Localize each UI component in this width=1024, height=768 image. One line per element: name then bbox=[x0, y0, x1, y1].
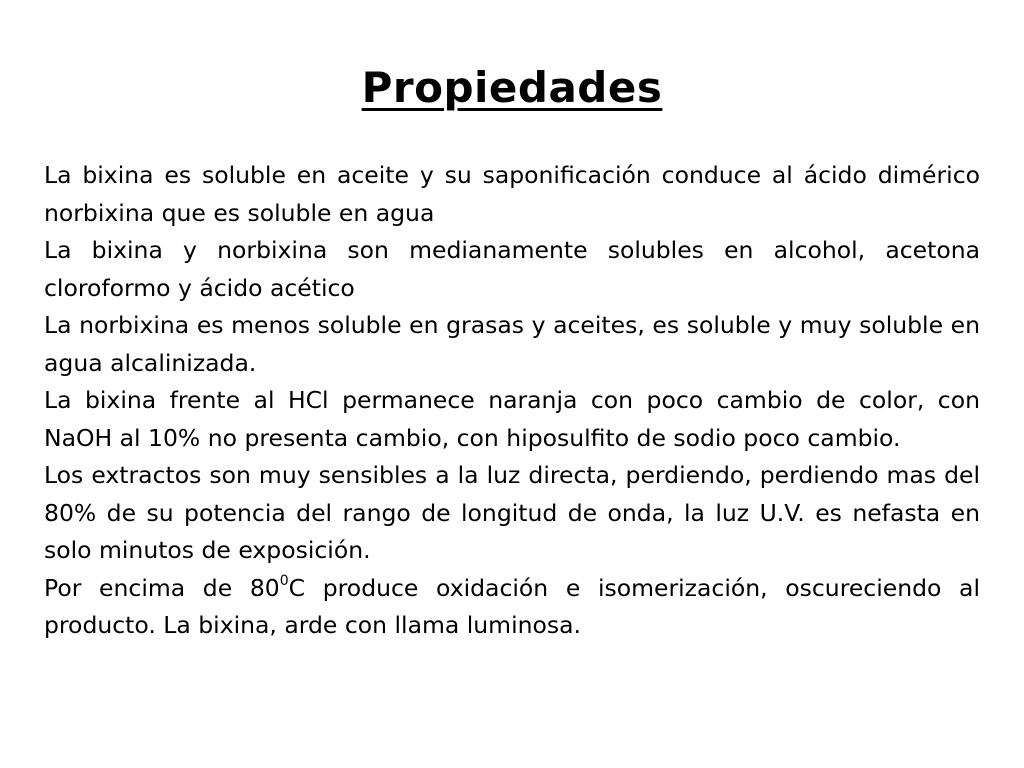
paragraph-reactivos: La bixina frente al HCl permanece naranja con poco cambio de color, con NaOH al 10% no presenta cambio, con hiposulfito de sodio poco cambio. bbox=[44, 386, 980, 452]
paragraph-norbixina: La norbixina es menos soluble en grasas y aceites, es soluble y muy soluble en agua alcalinizada. bbox=[44, 311, 980, 377]
paragraph-luz: Los extractos son muy sensibles a la luz directa, perdiendo, perdiendo mas del 80% de su potencia del rango de longitud de onda, la luz U.V. es nefasta en solo minutos de exposición. bbox=[44, 461, 980, 564]
temperatura-text-end: C produce oxidación e isomerización, oscureciendo al producto. La bixina, arde con llama luminosa. bbox=[44, 573, 980, 639]
paragraph-solventes: La bixina y norbixina son medianamente solubles en alcohol, acetona cloroformo y ácido acético bbox=[44, 236, 980, 302]
paragraph-bixina-solubilidad: La bixina es soluble en aceite y su saponificación conduce al ácido dimérico norbixina que es soluble en agua bbox=[44, 161, 980, 227]
slide-body bbox=[44, 157, 980, 645]
paragraph-temperatura bbox=[44, 570, 980, 645]
degree-superscript: 0 bbox=[279, 572, 289, 589]
slide-title-text: Propiedades bbox=[361, 63, 663, 112]
slide-title bbox=[0, 58, 1024, 118]
temperatura-text-start: Por encima de 80 bbox=[44, 573, 280, 602]
